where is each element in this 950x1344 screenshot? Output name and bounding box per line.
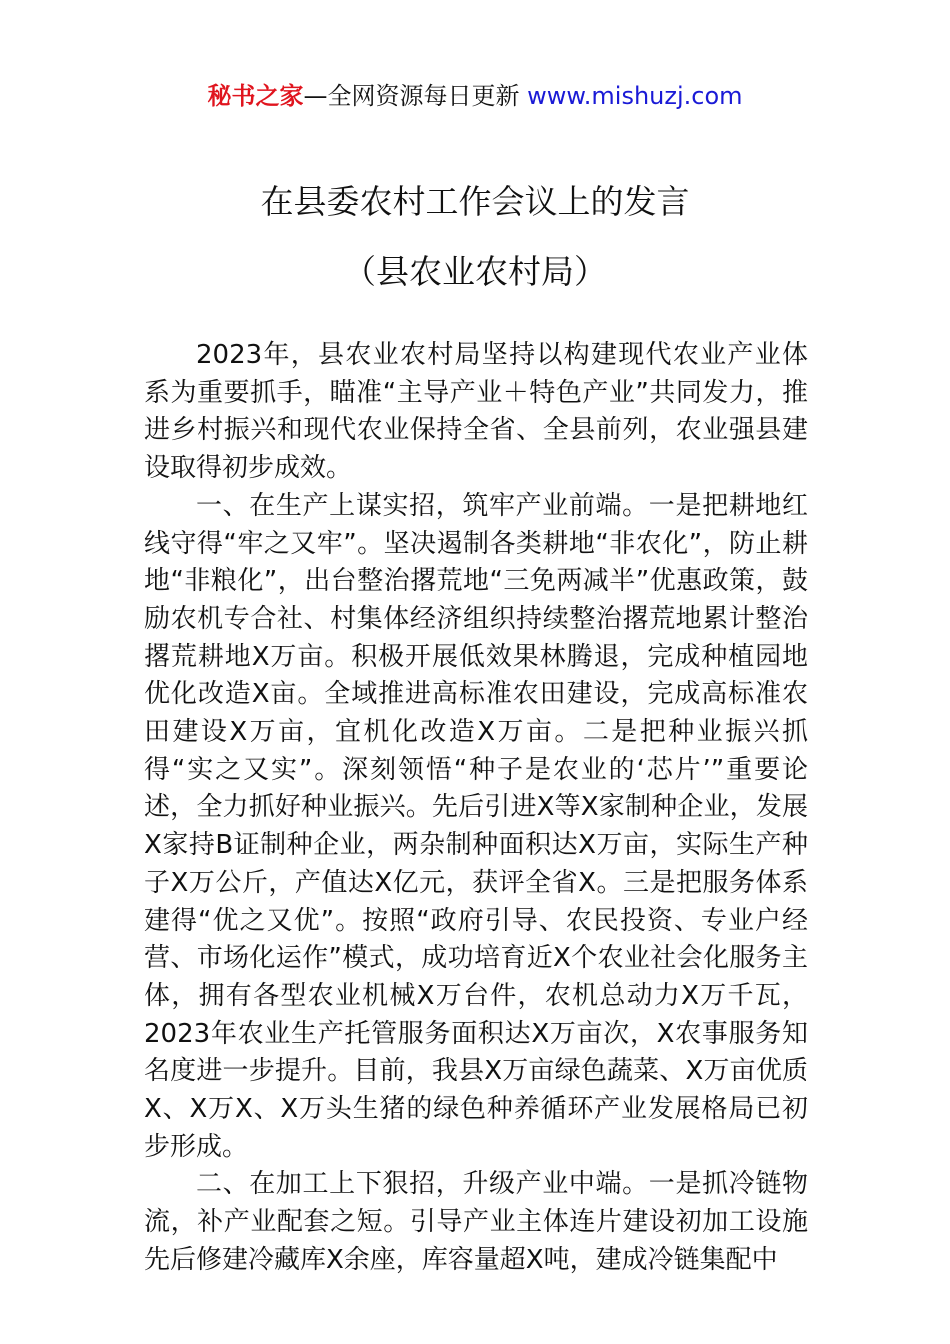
document-body — [144, 337, 808, 1280]
paragraph-section-one: 一、在生产上谋实招，筑牢产业前端。一是把耕地红线守得“牢之又牢”。坚决遏制各类耕地“非农化”，防止耕地“非粮化”，出台整治撂荒地“三免两减半”优惠政策，鼓励农机专合社、村集体经济组织持续整治撂荒地累计整治撂荒耕地X万亩。积极开展低效果林腾退，完成种植园地优化改造X亩。全域推进高标准农田建设，完成高标准农田建设X万亩，宜机化改造X万亩。二是把种业振兴抓得“实之又实”。深刻领悟“种子是农业的‘芯片’”重要论述，全力抓好种业振兴。先后引进X等X家制种企业，发展X家持B证制种企业，两杂制种面积达X万亩，实际生产种子X万公斤，产值达X亿元，获评全省X。三是把服务体系建得“优之又优”。按照“政府引导、农民投资、专业户经营、市场化运作”模式，成功培育近X个农业社会化服务主体，拥有各型农业机械X万台件，农机总动力X万千瓦，2023年农业生产托管服务面积达X万亩次，X农事服务知名度进一步提升。目前，我县X万亩绿色蔬菜、X万亩优质X、X万X、X万头生猪的绿色种养循环产业发展格局已初步形成。 — [144, 490, 808, 1162]
paragraph-intro: 2023年，县农业农村局坚持以构建现代农业产业体系为重要抓手，瞄准“主导产业＋特色产业”共同发力，推进乡村振兴和现代农业保持全省、全县前列，农业强县建设取得初步成效。 — [144, 340, 808, 484]
site-url-link[interactable]: www.mishuzj.com — [527, 82, 743, 110]
site-header-banner — [0, 80, 950, 112]
document-subtitle: （县农业农村局） — [343, 252, 607, 291]
header-tagline: —全网资源每日更新 — [303, 82, 528, 110]
brand-name: 秘书之家 — [207, 82, 304, 110]
paragraph-section-two: 二、在加工上下狠招，升级产业中端。一是抓冷链物流，补产业配套之短。引导产业主体连片建设初加工设施先后修建冷藏库X余座，库容量超X吨，建成冷链集配中 — [144, 1169, 808, 1275]
document-title: 在县委农村工作会议上的发言 — [260, 182, 690, 221]
